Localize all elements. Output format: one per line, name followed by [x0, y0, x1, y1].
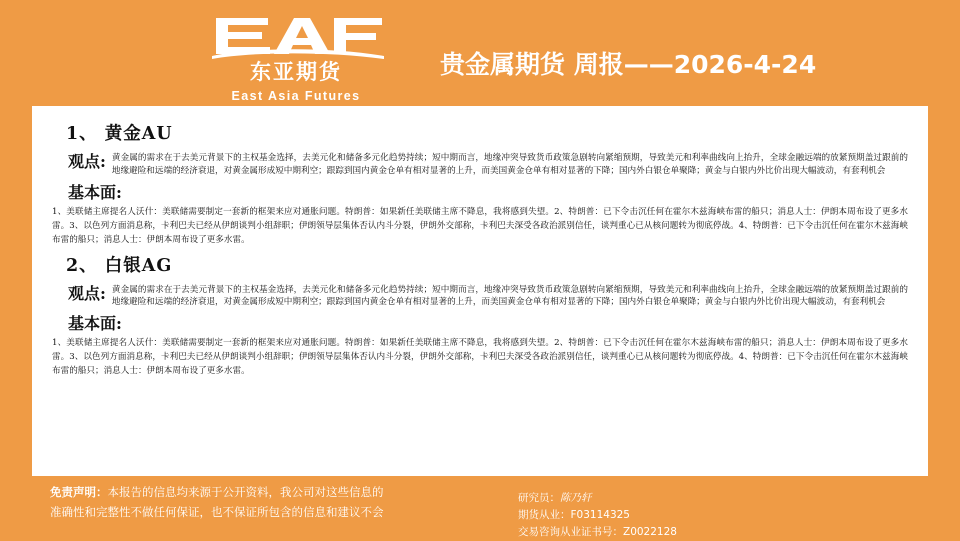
analyst-consult-label: 交易咨询从业证书号：: [518, 526, 623, 538]
disclaimer-label: 免责声明：: [50, 485, 108, 499]
section-heading-gold: 1、 黄金AU: [66, 124, 173, 144]
text-fundamentals-gold: 1、美联储主席提名人沃什：美联储需要制定一套新的框架来应对通胀问题。特朗普：如果新任美联储主席不降息，我将感到失望。2、特朗普：已下令击沉任何在霍尔木兹海峡布雷的船只；消息人士：伊朗本周布设了更多水雷。3、以色列方面消息称，卡利巴夫已经从伊朗谈判小组辞职；伊朗领导层集体否认内斗分裂，伊朗外交部称，卡利巴夫深受各政治派别信任，谈判重心已从核问题转为彻底停战。4、特朗普：已下令击沉任何在霍尔木兹海峡布雷的船只；消息人士：伊朗本周布设了更多水雷。: [52, 206, 908, 245]
analyst-name-label: 研究员：: [518, 492, 560, 504]
company-name-en: East Asia Futures: [231, 89, 361, 103]
analyst-license-value: F03114325: [570, 509, 630, 521]
analyst-info: [518, 490, 898, 541]
label-view-gold: 观点:: [68, 152, 106, 171]
text-view-silver: 黄金属的需求在于去美元背景下的主权基金选择，去美元化和储备多元化趋势持续；短中期而言，地缘冲突导致货币政策急剧转向紧缩预期，导致美元和利率曲线向上抬升，全球金融远端的放紧预期盖过跟前的地缘避险和远端的经济衰退，对黄金属形成短中期利空；跟踪到国内黄金仓单有相对显著的上升，而美国黄金仓单有相对显著的下降；国内外白银仓单聚降；黄金与白银内外比价出现大幅波动，有套利机会: [111, 284, 908, 308]
text-fundamentals-silver: 1、美联储主席提名人沃什：美联储需要制定一套新的框架来应对通胀问题。特朗普：如果新任美联储主席不降息，我将感到失望。2、特朗普：已下令击沉任何在霍尔木兹海峡布雷的船只；消息人士：伊朗本周布设了更多水雷。3、以色列方面消息称，卡利巴夫已经从伊朗谈判小组辞职；伊朗领导层集体否认内斗分裂，伊朗外交部称，卡利巴夫深受各政治派别信任，谈判重心已从核问题转为彻底停战。4、特朗普：已下令击沉任何在霍尔木兹海峡布雷的船只；消息人士：伊朗本周布设了更多水雷。: [52, 338, 908, 377]
section-heading-silver: 2、 白银AG: [66, 255, 173, 276]
eaf-monogram-icon: [206, 12, 386, 60]
label-view-silver: 观点:: [68, 283, 106, 303]
analyst-license-label: 期货从业：: [518, 509, 571, 521]
analyst-consult-row: [518, 524, 898, 541]
analyst-license-row: [518, 507, 898, 524]
label-fundamentals-gold: 基本面:: [68, 182, 122, 202]
disclaimer: [50, 482, 510, 522]
report-title-box: [440, 42, 868, 84]
report-title: 贵金属期货 周报——2026-4-24: [440, 50, 817, 79]
section-silver-fundamentals: [50, 309, 912, 379]
analyst-consult-value: Z0022128: [623, 526, 677, 538]
company-logo: [196, 12, 396, 104]
page-header: [0, 0, 960, 106]
disclaimer-line-1: 本报告的信息均来源于公开资料，我公司对这些信息的: [107, 485, 384, 499]
analyst-name-value: 陈乃轩: [560, 492, 592, 504]
page-footer: [32, 476, 928, 540]
text-view-gold: 黄金属的需求在于去美元背景下的主权基金选择，去美元化和储备多元化趋势持续；短中期而言，地缘冲突导致货币政策急剧转向紧缩预期，导致美元和利率曲线向上抬升，全球金融远端的放紧预期盖过跟前的地缘避险和远端的经济衰退，对黄金属形成短中期利空；跟踪到国内黄金仓单有相对显著的上升，而美国黄金仓单有相对显著的下降；国内外白银仓单聚降；黄金与白银内外比价出现大幅波动，有套利机会: [111, 153, 908, 176]
report-body: [32, 106, 928, 476]
analyst-name-row: [518, 490, 898, 507]
section-gold-view: [50, 147, 912, 178]
disclaimer-line-2: 准确性和完整性不做任何保证，也不保证所包含的信息和建议不会: [50, 505, 384, 520]
label-fundamentals-silver: 基本面:: [68, 314, 122, 334]
company-name-cn: 东亚期货: [250, 60, 342, 84]
section-gold-fundamentals: [50, 178, 912, 248]
section-silver-view: [50, 279, 912, 310]
